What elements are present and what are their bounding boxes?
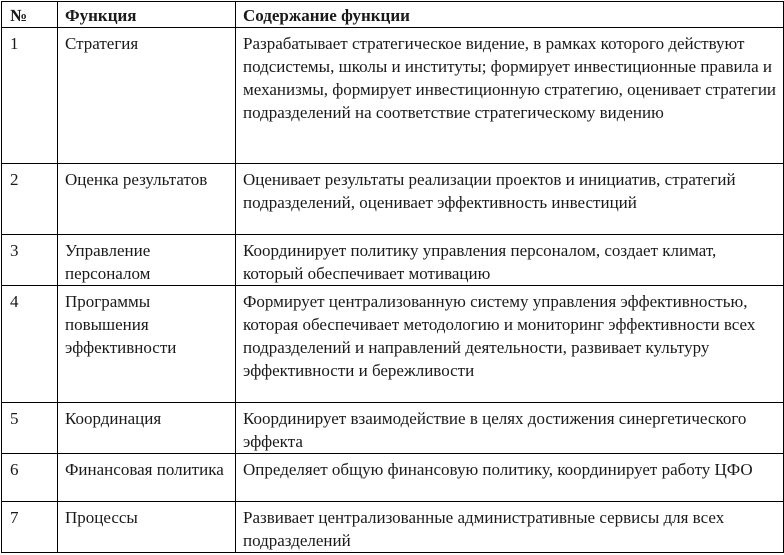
row-number: 5 xyxy=(2,403,58,454)
row-function: Процессы xyxy=(58,502,236,553)
header-content: Содержание функции xyxy=(236,2,784,28)
row-content: Координирует взаимодействие в целях достижения синергетического эффекта xyxy=(236,403,784,454)
table-row xyxy=(2,164,784,235)
header-function: Функция xyxy=(58,2,236,28)
row-number: 7 xyxy=(2,502,58,553)
row-function: Управление персоналом xyxy=(58,235,236,286)
row-content: Развивает централизованные административные сервисы для всех подразделений xyxy=(236,502,784,553)
table-row xyxy=(2,403,784,454)
row-number: 6 xyxy=(2,454,58,502)
row-number: 2 xyxy=(2,164,58,235)
row-content: Определяет общую финансовую политику, координирует работу ЦФО xyxy=(236,454,784,502)
row-number: 3 xyxy=(2,235,58,286)
table-row xyxy=(2,502,784,553)
row-content: Разрабатывает стратегическое видение, в рамках которого действуют подсистемы, школы и институты; формирует инвестиционные правила и механизмы, формирует инвестиционную стратегию, оценивает стратегии подразделений на соответствие стратегическому видению xyxy=(236,28,784,164)
row-content: Координирует политику управления персоналом, создает климат, который обеспечивает мотивацию xyxy=(236,235,784,286)
row-function: Оценка результатов xyxy=(58,164,236,235)
row-content: Формирует централизованную систему управления эффективностью, которая обеспечивает методологию и мониторинг эффективности всех подразделений и направлений деятельности, развивает культуру эффективности и бережливости xyxy=(236,286,784,403)
table-header-row xyxy=(2,2,784,28)
row-number: 4 xyxy=(2,286,58,403)
header-number: № xyxy=(2,2,58,28)
row-number: 1 xyxy=(2,28,58,164)
row-function: Стратегия xyxy=(58,28,236,164)
table-row xyxy=(2,28,784,164)
row-content: Оценивает результаты реализации проектов и инициатив, стратегий подразделений, оценивает эффективность инвестиций xyxy=(236,164,784,235)
functions-table xyxy=(1,1,784,553)
row-function: Финансовая политика xyxy=(58,454,236,502)
row-function: Программы повышения эффективности xyxy=(58,286,236,403)
table-row xyxy=(2,235,784,286)
table-row xyxy=(2,286,784,403)
table-row xyxy=(2,454,784,502)
row-function: Координация xyxy=(58,403,236,454)
